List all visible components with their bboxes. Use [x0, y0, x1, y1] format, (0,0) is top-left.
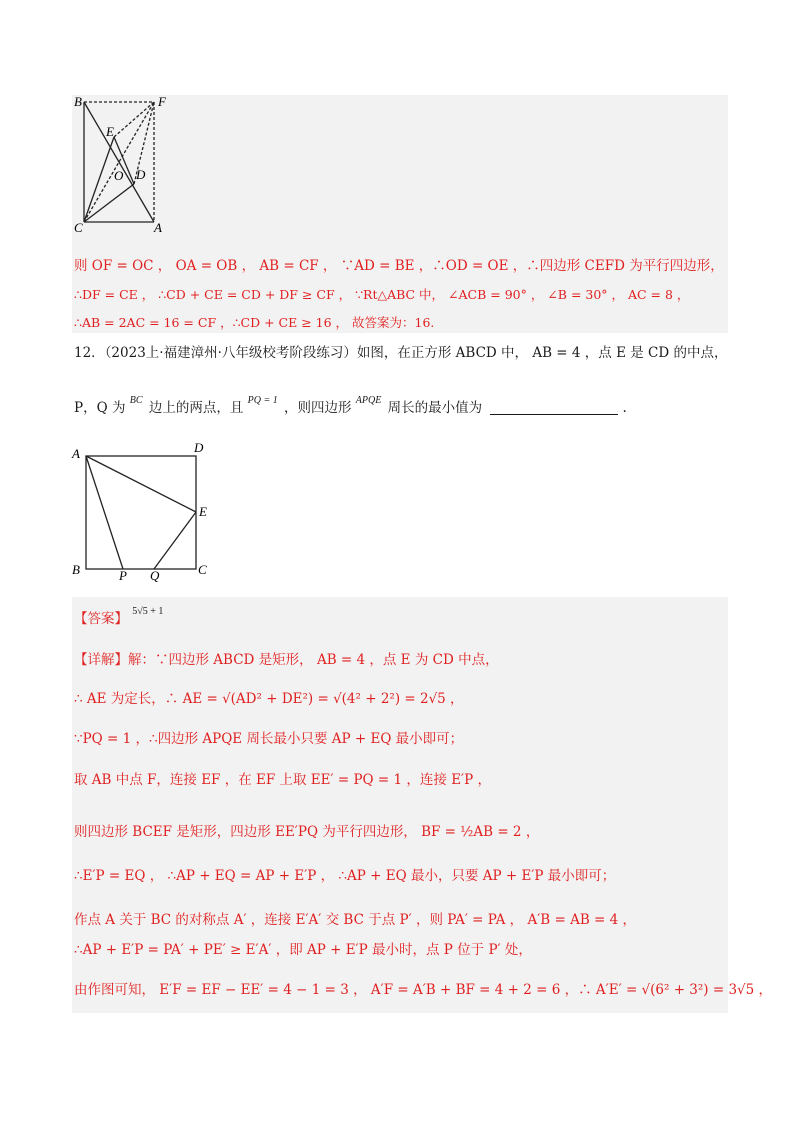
label-A: A: [154, 220, 162, 235]
question-stem: 如图，在正方形 ABCD 中， AB = 4 ，点 E 是 CD 的中点，: [356, 345, 728, 361]
detail-line-2: ∴ AE 为定长，∴ AE = √(AD² + DE²) = √(4² + 2²) = 2√5 ，: [74, 691, 464, 707]
question-math-apqe: APQE: [355, 395, 382, 406]
question-period: .: [622, 400, 627, 416]
question-text-c: ，则四边形: [284, 400, 352, 416]
answer-line: [74, 606, 165, 631]
detail-line-3: ∵PQ = 1 ，∴四边形 APQE 周长最小只要 AP + EQ 最小即可；: [74, 731, 464, 747]
question-line-1: [74, 343, 727, 363]
label-E: E: [106, 124, 114, 139]
label-P2: P: [119, 568, 127, 583]
question-number: 12．: [74, 345, 105, 361]
label-Q2: Q: [150, 568, 160, 583]
label-D: D: [136, 167, 146, 182]
label-A2: A: [72, 446, 80, 461]
question-source: （2023上·福建漳州·八年级校考阶段练习）: [104, 345, 357, 361]
detail-line-6: ∴E′P = EQ ， ∴AP + EQ = AP + E′P ， ∴AP + EQ 最小，只要 AP + E′P 最小即可；: [74, 868, 616, 884]
detail-line-4: 取 AB 中点 F，连接 EF ，在 EF 上取 EE′ = PQ = 1 ，连接 E′P ，: [74, 772, 491, 788]
detail-line-7: 作点 A 关于 BC 的对称点 A′ ，连接 E′A′ 交 BC 于点 P′ ，则 PA′ = PA ， A′B = AB = 4 ，: [74, 912, 637, 928]
detail-line-9: 由作图可知， E′F = EF − EE′ = 4 − 1 = 3 ， A′F = A′B + BF = 4 + 2 = 6 ，∴ A′E′ = √(6² + 3²) = 3√5 ，: [74, 982, 773, 998]
prev-solution-line-1: 则 OF = OC ， OA = OB ， AB = CF ， ∵AD = BE ，∴OD = OE ，∴四边形 CEFD 为平行四边形，: [74, 258, 724, 274]
prev-solution-line-3: ∴AB = 2AC = 16 = CF ，∴CD + CE ≥ 16 ， 故答案为：16.: [74, 315, 435, 330]
prev-solution-line-2: ∴DF = CE ， ∴CD + CE = CD + DF ≥ CF ， ∵Rt△ABC 中， ∠ACB = 90° ， ∠B = 30° ， AC = 8 ，: [74, 287, 690, 302]
answer-label: 【答案】: [74, 611, 128, 627]
label-B2: B: [72, 562, 80, 577]
detail-line-8: ∴AP + E′P = PA′ + PE′ ≥ E′A′ ，即 AP + E′P 最小时，点 P 位于 P′ 处，: [74, 942, 532, 958]
answer-value: 5√5 + 1: [132, 606, 164, 617]
question-math-bc: BC: [129, 395, 143, 406]
question-text-b: 边上的两点，且: [148, 400, 244, 416]
label-F: F: [158, 94, 166, 109]
label-O: O: [114, 168, 124, 183]
label-E2: E: [199, 504, 207, 519]
detail-line-1: 【详解】解：∵四边形 ABCD 是矩形， AB = 4 ，点 E 为 CD 中点，: [74, 652, 499, 668]
label-C: C: [74, 220, 83, 235]
question-line-2: [74, 395, 627, 420]
label-B: B: [74, 94, 82, 109]
figure-1: [72, 96, 182, 236]
label-D2: D: [194, 440, 204, 455]
answer-blank: [490, 414, 618, 415]
label-C2: C: [198, 562, 207, 577]
question-text-d: 周长的最小值为: [387, 400, 483, 416]
question-math-pq: PQ = 1: [247, 395, 278, 406]
figure-2: [70, 442, 210, 582]
question-text-pq: P，Q 为: [74, 400, 126, 416]
detail-line-5: 则四边形 BCEF 是矩形，四边形 EE′PQ 为平行四边形， BF = ½AB = 2 ，: [74, 824, 540, 840]
